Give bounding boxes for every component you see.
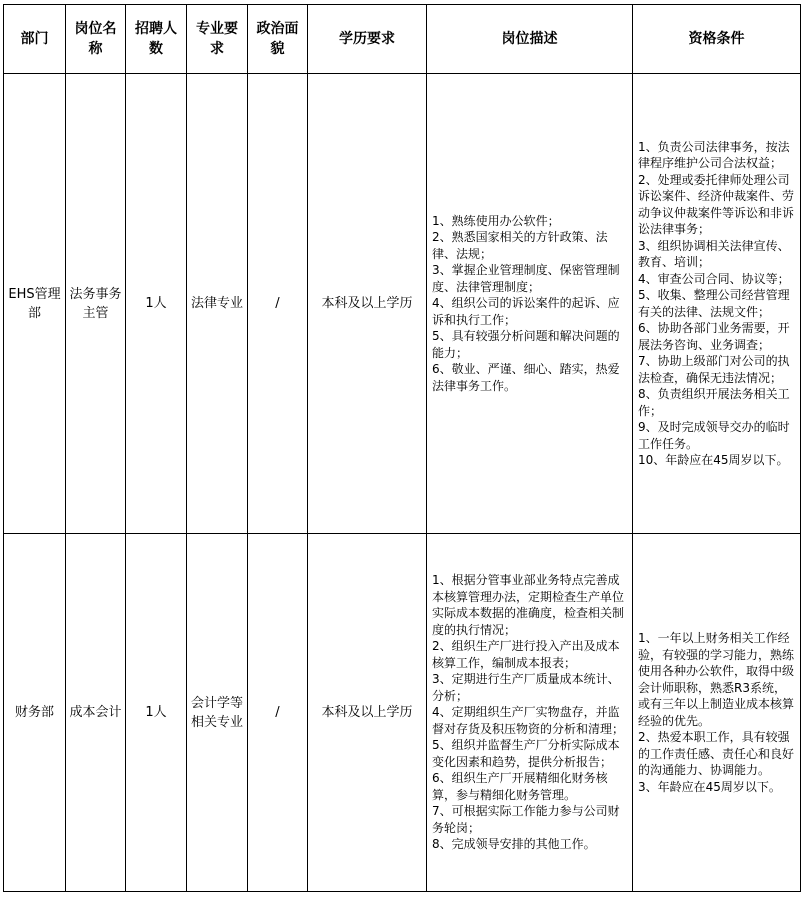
qualification-line: 6、协助各部门业务需要，开展法务咨询、业务调查； bbox=[638, 321, 790, 352]
header-major: 专业要求 bbox=[187, 5, 248, 74]
header-dept: 部门 bbox=[4, 5, 66, 74]
table-row bbox=[4, 534, 801, 892]
description-line: 3、掌握企业管理制度、保密管理制度、法律管理制度； bbox=[432, 263, 620, 294]
qualifications-cell bbox=[633, 534, 801, 892]
qualification-line: 2、热爱本职工作，具有较强的工作责任感、责任心和良好的沟通能力、协调能力。 bbox=[638, 730, 795, 777]
qualification-line: 3、年龄应在45周岁以下。 bbox=[638, 779, 781, 794]
count-cell: 1人 bbox=[126, 74, 187, 534]
header-description: 岗位描述 bbox=[427, 5, 633, 74]
recruitment-table bbox=[3, 4, 801, 892]
major-cell: 会计学等相关专业 bbox=[187, 534, 248, 892]
political-cell: / bbox=[248, 74, 308, 534]
qualification-line: 1、一年以上财务相关工作经验，有较强的学习能力，熟练使用各种办公软件，取得中级会计师职称，熟悉R3系统，或有三年以上制造业成本核算经验的优先。 bbox=[638, 631, 795, 728]
political-cell: / bbox=[248, 534, 308, 892]
description-line: 6、敬业、严谨、细心、踏实，热爱法律事务工作。 bbox=[432, 362, 620, 393]
qualification-line: 4、审查公司合同、协议等； bbox=[638, 271, 790, 286]
header-row bbox=[4, 5, 801, 74]
qualification-line: 2、处理或委托律师处理公司诉讼案件、经济仲裁案件、劳动争议仲裁案件等诉讼和非诉讼法律事务； bbox=[638, 172, 795, 236]
description-cell bbox=[427, 74, 633, 534]
qualification-line: 7、协助上级部门对公司的执法检查，确保无违法情况； bbox=[638, 354, 790, 385]
description-line: 2、熟悉国家相关的方针政策、法律、法规； bbox=[432, 230, 608, 261]
education-cell: 本科及以上学历 bbox=[308, 74, 427, 534]
qualification-line: 3、组织协调相关法律宣传、教育、培训； bbox=[638, 238, 790, 269]
description-line: 3、定期进行生产厂质量成本统计、分析； bbox=[432, 672, 620, 703]
description-line: 1、熟练使用办公软件； bbox=[432, 213, 560, 228]
header-education: 学历要求 bbox=[308, 5, 427, 74]
description-line: 2、组织生产厂进行投入产出及成本核算工作，编制成本报表； bbox=[432, 639, 620, 670]
description-line: 1、根据分管事业部业务特点完善成本核算管理办法，定期检查生产单位实际成本数据的准确度，检查相关制度的执行情况； bbox=[432, 573, 625, 637]
position-cell: 法务事务主管 bbox=[66, 74, 126, 534]
dept-cell: EHS管理部 bbox=[4, 74, 66, 534]
count-cell: 1人 bbox=[126, 534, 187, 892]
qualification-line: 5、收集、整理公司经营管理有关的法律、法规文件； bbox=[638, 288, 790, 319]
qualifications-cell bbox=[633, 74, 801, 534]
description-line: 4、组织公司的诉讼案件的起诉、应诉和执行工作； bbox=[432, 296, 620, 327]
description-line: 7、可根据实际工作能力参与公司财务轮岗； bbox=[432, 804, 620, 835]
major-cell: 法律专业 bbox=[187, 74, 248, 534]
education-cell: 本科及以上学历 bbox=[308, 534, 427, 892]
description-line: 5、具有较强分析问题和解决问题的能力； bbox=[432, 329, 620, 360]
qualification-line: 10、年龄应在45周岁以下。 bbox=[638, 453, 789, 467]
header-qualifications: 资格条件 bbox=[633, 5, 801, 74]
description-line: 8、完成领导安排的其他工作。 bbox=[432, 837, 596, 852]
description-line: 6、组织生产厂开展精细化财务核算，参与精细化财务管理。 bbox=[432, 771, 608, 802]
description-line: 4、定期组织生产厂实物盘存，并监督对存货及积压物资的分析和清理； bbox=[432, 705, 625, 736]
qualification-line: 8、负责组织开展法务相关工作； bbox=[638, 387, 790, 418]
dept-cell: 财务部 bbox=[4, 534, 66, 892]
qualification-line: 9、及时完成领导交办的临时工作任务。 bbox=[638, 420, 790, 451]
table-row bbox=[4, 74, 801, 534]
header-count: 招聘人数 bbox=[126, 5, 187, 74]
description-line: 5、组织并监督生产厂分析实际成本变化因素和趋势，提供分析报告； bbox=[432, 738, 620, 769]
qualification-line: 1、负责公司法律事务，按法律程序维护公司合法权益； bbox=[638, 139, 790, 170]
position-cell: 成本会计 bbox=[66, 534, 126, 892]
header-political: 政治面貌 bbox=[248, 5, 308, 74]
description-cell bbox=[427, 534, 633, 892]
header-position: 岗位名称 bbox=[66, 5, 126, 74]
